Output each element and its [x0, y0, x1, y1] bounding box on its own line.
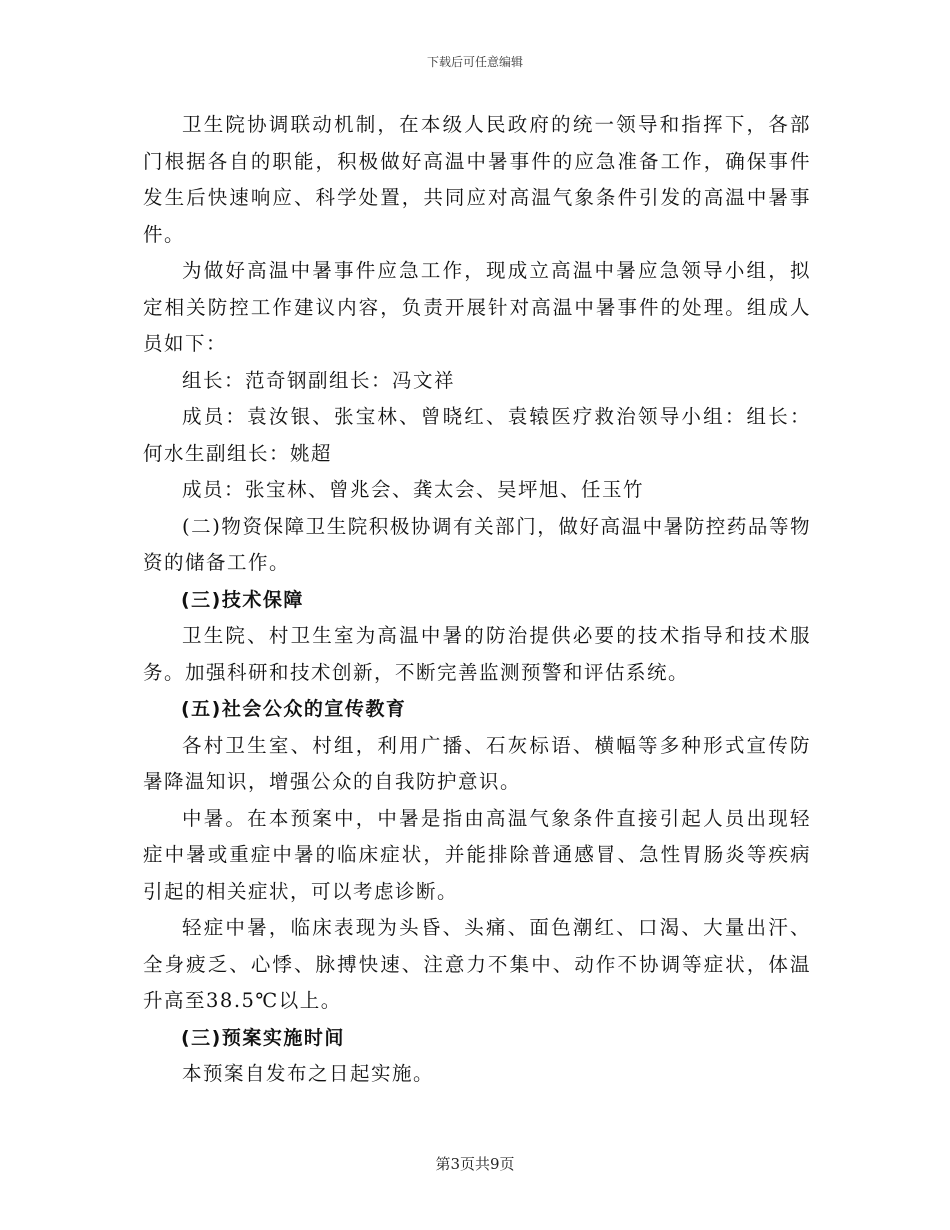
- page-number: 第3页共9页: [435, 1155, 515, 1173]
- paragraph: 中暑。在本预案中，中暑是指由高温气象条件直接引起人员出现轻症中暑或重症中暑的临床症状，并能排除普通感冒、急性胃肠炎等疾病引起的相关症状，可以考虑诊断。: [143, 806, 811, 903]
- page-header-note: 下载后可任意编辑: [426, 55, 523, 69]
- section-heading: (三)技术保障: [181, 588, 304, 611]
- paragraph: 本预案自发布之日起实施。: [182, 1062, 435, 1085]
- section-heading: (三)预案实施时间: [181, 1026, 345, 1049]
- paragraph: 组长：范奇钢副组长：冯文祥: [182, 368, 456, 392]
- paragraph: 卫生院、村卫生室为高温中暑的防治提供必要的技术指导和技术服务。加强科研和技术创新，不断完善监测预警和评估系统。: [143, 624, 811, 684]
- section-heading: (五)社会公众的宣传教育: [181, 698, 407, 720]
- paragraph: 轻症中暑，临床表现为头昏、头痛、面色潮红、口渴、大量出汗、全身疲乏、心悸、脉搏快速、注意力不集中、动作不协调等症状，体温升高至38.5℃以上。: [143, 916, 811, 1012]
- paragraph: 为做好高温中暑事件应急工作，现成立高温中暑应急领导小组，拟定相关防控工作建议内容，负责开展针对高温中暑事件的处理。组成人员如下：: [143, 259, 811, 355]
- paragraph: 成员：张宝林、曾兆会、龚太会、吴坪旭、任玉竹: [182, 478, 645, 501]
- paragraph: (二)物资保障卫生院积极协调有关部门，做好高温中暑防控药品等物资的储备工作。: [143, 514, 811, 574]
- paragraph: 各村卫生室、村组，利用广播、石灰标语、横幅等多种形式宣传防暑降温知识，增强公众的自我防护意识。: [143, 733, 811, 793]
- document-body: [143, 107, 811, 1093]
- paragraph: 卫生院协调联动机制，在本级人民政府的统一领导和指挥下，各部门根据各自的职能，积极做好高温中暑事件的应急准备工作，确保事件发生后快速响应、科学处置，共同应对高温气象条件引发的高温中暑事件。: [143, 113, 811, 246]
- paragraph: 成员：袁汝银、张宝林、曾晓红、袁辕医疗救治领导小组：组长：何水生副组长：姚超: [143, 405, 811, 465]
